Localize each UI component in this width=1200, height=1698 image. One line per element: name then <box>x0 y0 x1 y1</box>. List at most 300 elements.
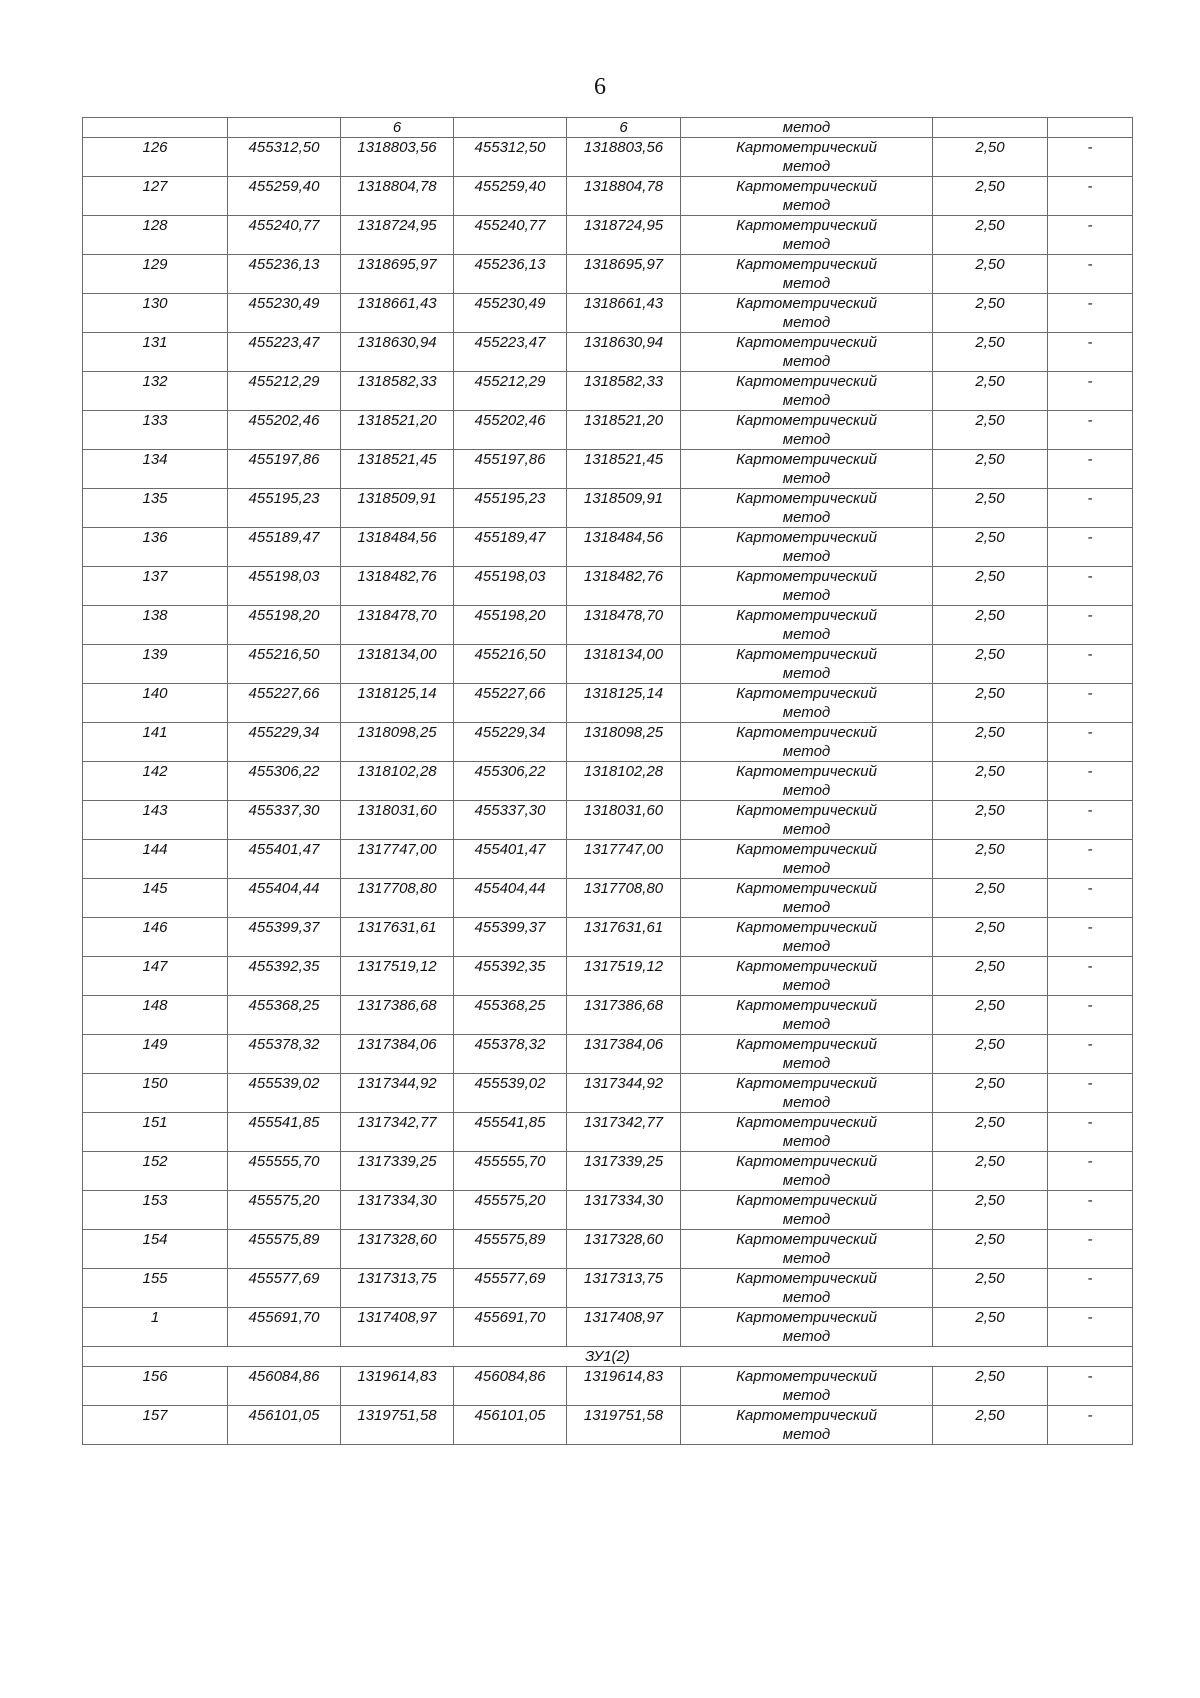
cell-y-existing <box>341 801 454 840</box>
cell-extra: - <box>1048 216 1133 255</box>
cell-y-new-text: 1317708,80 <box>583 880 664 897</box>
cell-extra: - <box>1048 1269 1133 1308</box>
cell-y-new-text: 1318125,14 <box>583 685 664 702</box>
cell-y-new <box>567 1035 681 1074</box>
cell-x-new: 455337,30 <box>454 801 567 840</box>
cell-y-existing-text: 1317334,30 <box>357 1192 437 1209</box>
cell-y-new <box>567 372 681 411</box>
cell-x-existing: 455198,20 <box>228 606 341 645</box>
cell-method <box>681 723 933 762</box>
cell-y-existing-text: 1317328,60 <box>357 1231 437 1248</box>
cell-y-new <box>567 1074 681 1113</box>
cell-method-text: Картометрический метод <box>736 1270 877 1306</box>
cell-y-new <box>567 840 681 879</box>
cell-y-new <box>567 1191 681 1230</box>
cell-y-new-text: 1318695,97 <box>583 256 664 273</box>
cell-y-new-text: 1318482,76 <box>583 568 664 585</box>
cell-x-new: 455227,66 <box>454 684 567 723</box>
cell-method-text: Картометрический метод <box>736 178 877 214</box>
cell-method-text: Картометрический метод <box>736 958 877 994</box>
cell-x-new: 455202,46 <box>454 411 567 450</box>
cell-point-number: 155 <box>83 1269 228 1308</box>
cell-accuracy: 2,50 <box>933 450 1048 489</box>
cell-point-number: 1 <box>83 1308 228 1347</box>
cell-accuracy: 2,50 <box>933 528 1048 567</box>
cell-point-number: 126 <box>83 138 228 177</box>
cell-y-new <box>567 879 681 918</box>
cell-x-new: 455404,44 <box>454 879 567 918</box>
cell-y-existing <box>341 1230 454 1269</box>
cell-accuracy: 2,50 <box>933 840 1048 879</box>
cell-y-existing <box>341 723 454 762</box>
cell-y-new <box>567 1230 681 1269</box>
cell-point-number: 137 <box>83 567 228 606</box>
cell-point-number: 143 <box>83 801 228 840</box>
cell-method-text: Картометрический метод <box>736 412 877 448</box>
cell-y-new <box>567 645 681 684</box>
table-row <box>83 1152 1133 1191</box>
table-row <box>83 1308 1133 1347</box>
cell-y-existing-text: 1318482,76 <box>357 568 437 585</box>
cell-method-text: Картометрический метод <box>736 1192 877 1228</box>
cell-x-new: 455555,70 <box>454 1152 567 1191</box>
cell-point-number: 133 <box>83 411 228 450</box>
cell-y-new <box>567 606 681 645</box>
cell-y-existing <box>341 216 454 255</box>
cell-y-new-text: 1318630,94 <box>583 334 664 351</box>
table-row <box>83 1074 1133 1113</box>
cell-x-new: 455392,35 <box>454 957 567 996</box>
cell-x-existing: 455577,69 <box>228 1269 341 1308</box>
cell-x-new: 455259,40 <box>454 177 567 216</box>
coordinates-table <box>82 117 1133 1445</box>
cell-point-number: 144 <box>83 840 228 879</box>
cell-y-existing-text: 1318478,70 <box>357 607 437 624</box>
cell-extra: - <box>1048 1152 1133 1191</box>
cell-extra: - <box>1048 1035 1133 1074</box>
cell-method-text: Картометрический метод <box>736 373 877 409</box>
table-row <box>83 411 1133 450</box>
cell-point-number: 140 <box>83 684 228 723</box>
cell-method <box>681 996 933 1035</box>
cell-x-new: 455691,70 <box>454 1308 567 1347</box>
cell-accuracy: 2,50 <box>933 723 1048 762</box>
cell-x-new: 455189,47 <box>454 528 567 567</box>
cell-accuracy: 2,50 <box>933 1406 1048 1445</box>
cell-y-new <box>567 1269 681 1308</box>
cell-y-existing <box>341 1074 454 1113</box>
cell-method <box>681 684 933 723</box>
cell-point-number: 152 <box>83 1152 228 1191</box>
cell-point-number: 136 <box>83 528 228 567</box>
cell-y-new <box>567 333 681 372</box>
cell-point-number: 139 <box>83 645 228 684</box>
cell-x-new: 455240,77 <box>454 216 567 255</box>
cell-x-new: 455195,23 <box>454 489 567 528</box>
cell-point-number: 135 <box>83 489 228 528</box>
cell-y-existing <box>341 255 454 294</box>
cell-y-new-text: 1318509,91 <box>583 490 664 507</box>
cell-accuracy: 2,50 <box>933 177 1048 216</box>
cell-y-existing <box>341 1113 454 1152</box>
cell-method <box>681 1269 933 1308</box>
cell-extra: - <box>1048 1230 1133 1269</box>
cell-accuracy: 2,50 <box>933 489 1048 528</box>
cell-y-existing <box>341 1035 454 1074</box>
cell-y-new-text: 1318661,43 <box>583 295 664 312</box>
cell-method-text: Картометрический метод <box>736 529 877 565</box>
cell-y-new-text: 1317313,75 <box>583 1270 664 1287</box>
page-number: 6 <box>594 74 606 100</box>
cell-point-number: 151 <box>83 1113 228 1152</box>
cell-y-existing <box>341 528 454 567</box>
cell-method <box>681 1230 933 1269</box>
cell-x-existing: 455312,50 <box>228 138 341 177</box>
cell-extra: - <box>1048 294 1133 333</box>
cell-y-new <box>567 489 681 528</box>
cell-point-number: 146 <box>83 918 228 957</box>
cell-method <box>681 567 933 606</box>
cell-y-existing-text: 1318098,25 <box>357 724 437 741</box>
cell-method <box>681 255 933 294</box>
cell-y-existing-text: 1318630,94 <box>357 334 437 351</box>
cell-accuracy: 2,50 <box>933 762 1048 801</box>
cell-point-number: 128 <box>83 216 228 255</box>
cell-x-new: 455541,85 <box>454 1113 567 1152</box>
cell-x-existing: 456101,05 <box>228 1406 341 1445</box>
cell-x-existing: 455378,32 <box>228 1035 341 1074</box>
cell-y-new-text: 1318478,70 <box>583 607 664 624</box>
cell-method <box>681 918 933 957</box>
cell-point-number: 141 <box>83 723 228 762</box>
table-row <box>83 489 1133 528</box>
table-row <box>83 1113 1133 1152</box>
cell-x-existing: 455404,44 <box>228 879 341 918</box>
cell-y-new-text: 1317386,68 <box>583 997 664 1014</box>
cell-x-existing: 455399,37 <box>228 918 341 957</box>
cell-y-existing-text: 1317386,68 <box>357 997 437 1014</box>
cell-extra: - <box>1048 840 1133 879</box>
cell-y-new <box>567 411 681 450</box>
cell-x-new: 456101,05 <box>454 1406 567 1445</box>
section-row <box>83 1347 1133 1367</box>
cell-y-existing <box>341 1406 454 1445</box>
cell-point-number: 138 <box>83 606 228 645</box>
cell-y-existing <box>341 762 454 801</box>
cell-method-text: Картометрический метод <box>736 724 877 760</box>
cell-extra <box>1048 118 1133 138</box>
table-body <box>83 118 1133 1445</box>
cell-y-new-text: 1318582,33 <box>583 373 664 390</box>
table-row <box>83 528 1133 567</box>
cell-extra: - <box>1048 762 1133 801</box>
cell-accuracy: 2,50 <box>933 567 1048 606</box>
cell-method-text: Картометрический метод <box>736 451 877 487</box>
cell-method-text: Картометрический метод <box>736 1036 877 1072</box>
cell-method-text: Картометрический метод <box>736 802 877 838</box>
cell-y-new <box>567 567 681 606</box>
table-row <box>83 996 1133 1035</box>
cell-y-new <box>567 684 681 723</box>
cell-x-new: 456084,86 <box>454 1367 567 1406</box>
cell-x-existing: 455337,30 <box>228 801 341 840</box>
table-row <box>83 1269 1133 1308</box>
cell-y-existing <box>341 138 454 177</box>
table-row <box>83 216 1133 255</box>
cell-y-existing <box>341 879 454 918</box>
cell-method <box>681 1191 933 1230</box>
cell-y-new-text: 1317342,77 <box>583 1114 664 1131</box>
cell-x-new: 455401,47 <box>454 840 567 879</box>
cell-point-number: 154 <box>83 1230 228 1269</box>
cell-x-existing: 455368,25 <box>228 996 341 1035</box>
cell-x-existing: 455212,29 <box>228 372 341 411</box>
cell-y-existing-text: 1318102,28 <box>357 763 437 780</box>
cell-point-number: 142 <box>83 762 228 801</box>
cell-accuracy: 2,50 <box>933 216 1048 255</box>
cell-point-number: 145 <box>83 879 228 918</box>
cell-y-existing-text: 1318484,56 <box>357 529 437 546</box>
table-row <box>83 684 1133 723</box>
cell-extra: - <box>1048 606 1133 645</box>
table-row <box>83 840 1133 879</box>
cell-x-new: 455216,50 <box>454 645 567 684</box>
cell-extra: - <box>1048 1367 1133 1406</box>
cell-extra: - <box>1048 801 1133 840</box>
cell-method-text: Картометрический метод <box>736 841 877 877</box>
cell-x-existing: 455575,89 <box>228 1230 341 1269</box>
cell-y-new-text: 1317334,30 <box>583 1192 664 1209</box>
cell-y-existing-text: 1317708,80 <box>357 880 437 897</box>
cell-x-existing: 455197,86 <box>228 450 341 489</box>
cell-extra: - <box>1048 528 1133 567</box>
cell-point-number: 134 <box>83 450 228 489</box>
cell-y-new <box>567 1406 681 1445</box>
cell-extra: - <box>1048 567 1133 606</box>
cell-x-new: 455197,86 <box>454 450 567 489</box>
cell-y-new <box>567 957 681 996</box>
cell-x-existing: 455555,70 <box>228 1152 341 1191</box>
cell-method-text: Картометрический метод <box>736 490 877 526</box>
cell-y-existing <box>341 294 454 333</box>
cell-point-number: 150 <box>83 1074 228 1113</box>
cell-x-new: 455236,13 <box>454 255 567 294</box>
cell-method <box>681 372 933 411</box>
cell-method <box>681 1308 933 1347</box>
cell-method <box>681 645 933 684</box>
cell-y-existing-text: 1317384,06 <box>357 1036 437 1053</box>
cell-extra: - <box>1048 645 1133 684</box>
cell-method-text: Картометрический метод <box>736 1075 877 1111</box>
cell-method-text: Картометрический метод <box>736 763 877 799</box>
cell-method <box>681 1113 933 1152</box>
cell-y-new <box>567 450 681 489</box>
cell-x-existing: 455195,23 <box>228 489 341 528</box>
cell-y-existing <box>341 840 454 879</box>
cell-point-number: 131 <box>83 333 228 372</box>
cell-point-number: 147 <box>83 957 228 996</box>
cell-y-new-text: 1317339,25 <box>583 1153 664 1170</box>
cell-y-new-text: 1319614,83 <box>583 1368 664 1385</box>
cell-method-text: Картометрический метод <box>736 1231 877 1267</box>
cell-method <box>681 957 933 996</box>
cell-accuracy: 2,50 <box>933 255 1048 294</box>
cell-extra: - <box>1048 996 1133 1035</box>
cell-y-existing-text: 1318804,78 <box>357 178 437 195</box>
cell-method-text: Картометрический метод <box>736 1153 877 1189</box>
cell-method <box>681 489 933 528</box>
cell-y-new-text: 1318102,28 <box>583 763 664 780</box>
cell-y-existing <box>341 1269 454 1308</box>
cell-extra: - <box>1048 138 1133 177</box>
cell-point-number: 153 <box>83 1191 228 1230</box>
cell-y-existing <box>341 606 454 645</box>
table-row <box>83 177 1133 216</box>
cell-accuracy: 2,50 <box>933 1113 1048 1152</box>
cell-extra: - <box>1048 684 1133 723</box>
cell-x-existing: 456084,86 <box>228 1367 341 1406</box>
cell-y-existing-text: 1318509,91 <box>357 490 437 507</box>
cell-method-text: Картометрический метод <box>736 217 877 253</box>
cell-y-new <box>567 528 681 567</box>
cell-extra: - <box>1048 918 1133 957</box>
cell-y-existing-text: 1318031,60 <box>357 802 437 819</box>
cell-x-new: 455399,37 <box>454 918 567 957</box>
table-row <box>83 762 1133 801</box>
cell-accuracy: 2,50 <box>933 372 1048 411</box>
cell-method <box>681 528 933 567</box>
cell-extra: - <box>1048 372 1133 411</box>
table-row <box>83 723 1133 762</box>
cell-x-new: 455198,20 <box>454 606 567 645</box>
cell-method <box>681 450 933 489</box>
cell-y-new <box>567 801 681 840</box>
cell-x-existing: 455240,77 <box>228 216 341 255</box>
cell-y-existing <box>341 372 454 411</box>
cell-y-new <box>567 996 681 1035</box>
table-row <box>83 450 1133 489</box>
cell-x-new: 455575,20 <box>454 1191 567 1230</box>
cell-extra: - <box>1048 411 1133 450</box>
cell-x-new <box>454 118 567 138</box>
cell-accuracy: 2,50 <box>933 1230 1048 1269</box>
cell-method-text: Картометрический метод <box>736 919 877 955</box>
cell-y-existing-text: 1319751,58 <box>357 1407 437 1424</box>
cell-x-new: 455539,02 <box>454 1074 567 1113</box>
cell-method-text: Картометрический метод <box>736 295 877 331</box>
cell-accuracy: 2,50 <box>933 996 1048 1035</box>
cell-y-existing-text: 1318134,00 <box>357 646 437 663</box>
cell-y-new <box>567 918 681 957</box>
cell-method <box>681 294 933 333</box>
cell-y-existing <box>341 957 454 996</box>
cell-y-new-text: 1318521,45 <box>583 451 664 468</box>
cell-y-existing <box>341 1152 454 1191</box>
cell-y-existing <box>341 1367 454 1406</box>
cell-extra: - <box>1048 1113 1133 1152</box>
cell-point-number: 130 <box>83 294 228 333</box>
cell-y-new-text: 1317631,61 <box>583 919 664 936</box>
cell-accuracy: 2,50 <box>933 1367 1048 1406</box>
cell-accuracy: 2,50 <box>933 1035 1048 1074</box>
cell-method-text: Картометрический метод <box>736 1114 877 1150</box>
cell-method <box>681 801 933 840</box>
cell-y-new-text: 1318521,20 <box>583 412 664 429</box>
cell-accuracy: 2,50 <box>933 645 1048 684</box>
cell-method-text: Картометрический метод <box>736 997 877 1033</box>
cell-point-number: 129 <box>83 255 228 294</box>
cell-accuracy: 2,50 <box>933 294 1048 333</box>
cell-y-existing-text: 1317313,75 <box>357 1270 437 1287</box>
cell-y-existing <box>341 411 454 450</box>
cell-x-existing: 455189,47 <box>228 528 341 567</box>
cell-y-existing <box>341 489 454 528</box>
cell-y-new-text: 1317344,92 <box>583 1075 664 1092</box>
cell-x-existing <box>228 118 341 138</box>
cell-extra: - <box>1048 489 1133 528</box>
cell-y-new <box>567 1152 681 1191</box>
cell-extra: - <box>1048 879 1133 918</box>
cell-extra: - <box>1048 1191 1133 1230</box>
cell-accuracy: 2,50 <box>933 1269 1048 1308</box>
cell-method-text: Картометрический метод <box>736 1407 877 1443</box>
cell-y-new <box>567 216 681 255</box>
cell-y-existing-text: 1317519,12 <box>357 958 437 975</box>
cell-accuracy: 2,50 <box>933 918 1048 957</box>
cell-y-existing-text: 1317342,77 <box>357 1114 437 1131</box>
cell-y-new <box>567 1367 681 1406</box>
cell-x-existing: 455401,47 <box>228 840 341 879</box>
table-row <box>83 957 1133 996</box>
cell-accuracy: 2,50 <box>933 879 1048 918</box>
cell-method <box>681 1406 933 1445</box>
cell-y-new-text: 1319751,58 <box>583 1407 664 1424</box>
cell-y-existing-text: 1317631,61 <box>357 919 437 936</box>
cell-y-existing-text: 1318695,97 <box>357 256 437 273</box>
cell-y-new-text: 1317747,00 <box>583 841 664 858</box>
cell-y-existing-text: 1318803,56 <box>357 139 437 156</box>
cell-accuracy: 2,50 <box>933 684 1048 723</box>
cell-method: метод <box>681 118 933 138</box>
cell-y-new-text: 1318031,60 <box>583 802 664 819</box>
cell-accuracy: 2,50 <box>933 801 1048 840</box>
cell-y-existing <box>341 333 454 372</box>
table-row <box>83 1367 1133 1406</box>
table-row <box>83 1191 1133 1230</box>
cell-x-existing: 455227,66 <box>228 684 341 723</box>
cell-accuracy: 2,50 <box>933 606 1048 645</box>
cell-y-existing <box>341 645 454 684</box>
cell-point-number: 149 <box>83 1035 228 1074</box>
cell-method-text: Картометрический метод <box>736 1368 877 1404</box>
cell-x-existing: 455223,47 <box>228 333 341 372</box>
cell-y-existing-text: 1318661,43 <box>357 295 437 312</box>
cell-y-new-text: 1318804,78 <box>583 178 664 195</box>
table-row <box>83 138 1133 177</box>
cell-x-new: 455312,50 <box>454 138 567 177</box>
cell-y-new-text: 1317408,97 <box>583 1309 664 1326</box>
cell-point-number: 127 <box>83 177 228 216</box>
table-row <box>83 1406 1133 1445</box>
cell-accuracy: 2,50 <box>933 957 1048 996</box>
table-row <box>83 1035 1133 1074</box>
table-row <box>83 372 1133 411</box>
cell-method <box>681 879 933 918</box>
cell-y-existing-text: 1318724,95 <box>357 217 437 234</box>
cell-y-new <box>567 177 681 216</box>
cell-accuracy <box>933 118 1048 138</box>
cell-method-text: Картометрический метод <box>736 256 877 292</box>
